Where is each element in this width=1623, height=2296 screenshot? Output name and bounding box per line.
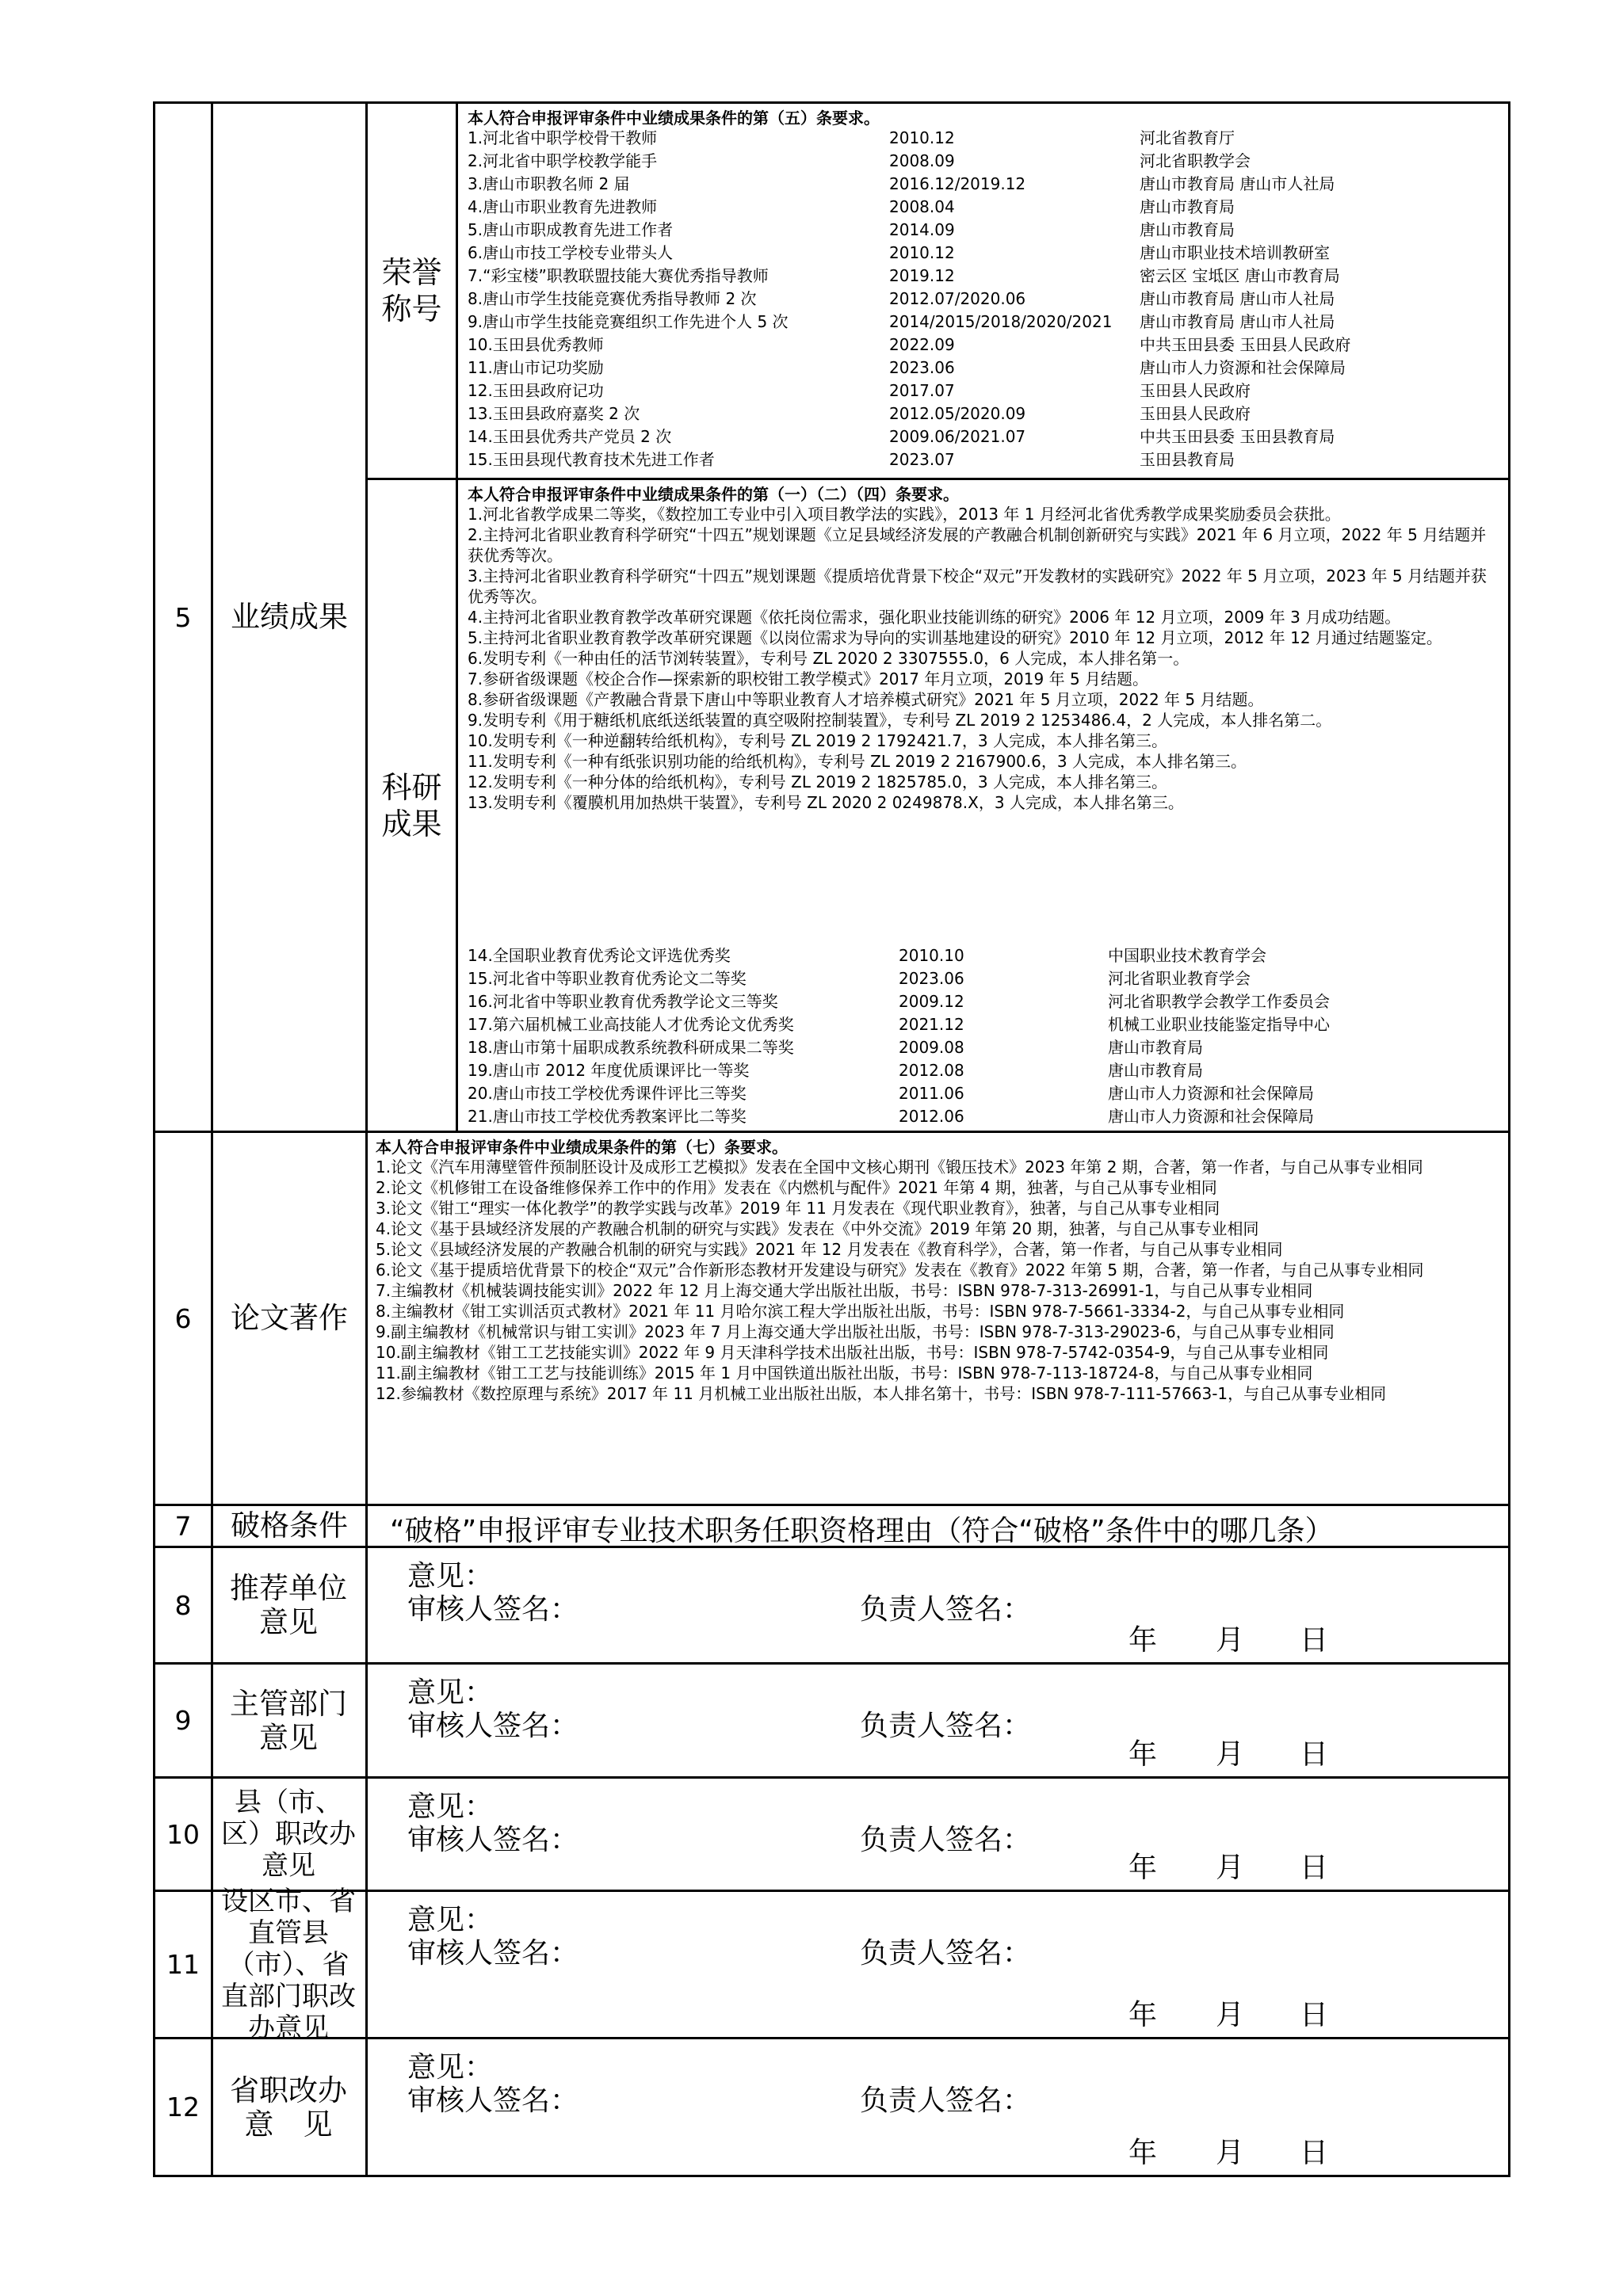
award-org: 中国职业技术教育学会 xyxy=(1108,946,1266,965)
leader-signature-label: 负责人签名： xyxy=(860,2084,1032,2117)
honor-title: 10.玉田县优秀教师 xyxy=(468,335,604,354)
research-item: 13.发明专利《覆膜机用加热烘干装置》，专利号 ZL 2020 2 0249878.X，3 人完成，本人排名第三。 xyxy=(468,793,1184,812)
research-item: 3.主持河北省职业教育科学研究“十四五”规划课题《提质培优背景下校企“双元”开发教材的实践研究》2022 年 5 月立项，2023 年 5 月结题并获优秀等次。 xyxy=(468,566,1487,606)
award-date: 2012.06 xyxy=(899,1107,964,1126)
row-category: 论文著作 xyxy=(231,1301,348,1335)
award-date: 2012.08 xyxy=(899,1061,964,1080)
honor-date: 2012.05/2020.09 xyxy=(889,404,1026,423)
award-org: 唐山市人力资源和社会保障局 xyxy=(1108,1107,1314,1126)
honor-title: 7.“彩宝楼”职教联盟技能大赛优秀指导教师 xyxy=(468,266,769,285)
honor-title: 13.玉田县政府嘉奖 2 次 xyxy=(468,404,640,423)
row-category: 推荐单位意见 xyxy=(230,1571,347,1639)
award-date: 2011.06 xyxy=(899,1084,964,1103)
date-day-label: 日 xyxy=(1300,1738,1329,1771)
award-date: 2023.06 xyxy=(899,969,964,988)
date-month-label: 月 xyxy=(1216,1738,1245,1771)
honor-org: 唐山市教育局 唐山市人社局 xyxy=(1140,289,1335,308)
honor-title: 14.玉田县优秀共产党员 2 次 xyxy=(468,427,672,446)
research-item: 11.发明专利《一种有纸张识别功能的给纸机构》，专利号 ZL 2019 2 2167900.6，3 人完成，本人排名第三。 xyxy=(468,752,1247,771)
reviewer-signature-label: 审核人签名： xyxy=(407,2084,579,2117)
opinion-label: 意见： xyxy=(407,2051,494,2084)
research-paragraphs xyxy=(468,504,1498,813)
award-date: 2010.10 xyxy=(899,946,964,965)
honor-date: 2014/2015/2018/2020/2021 xyxy=(889,312,1113,331)
date-year-label: 年 xyxy=(1128,2137,1158,2169)
leader-signature-label: 负责人签名： xyxy=(860,1593,1032,1626)
paper-item: 9.副主编教材《机械常识与钳工实训》2023 年 7 月上海交通大学出版社出版，书号：ISBN 978-7-313-29023-6，与自己从事专业相同 xyxy=(376,1322,1335,1341)
honor-org: 中共玉田县委 玉田县教育局 xyxy=(1140,427,1335,446)
award-title: 20.唐山市技工学校优秀课件评比三等奖 xyxy=(468,1084,747,1103)
honor-title: 3.唐山市职教名师 2 届 xyxy=(468,174,630,193)
opinion-label: 意见： xyxy=(407,1791,494,1823)
row-category: 设区市、省直管县（市）、省直部门职改办意见 xyxy=(221,1885,356,2044)
date-year-label: 年 xyxy=(1128,1738,1158,1771)
leader-signature-label: 负责人签名： xyxy=(860,1824,1032,1856)
row-number: 6 xyxy=(174,1302,192,1334)
row-number: 9 xyxy=(174,1705,192,1736)
opinion-label: 意见： xyxy=(407,1676,494,1709)
opinion-label: 意见： xyxy=(407,1904,494,1936)
honor-title: 8.唐山市学生技能竞赛优秀指导教师 2 次 xyxy=(468,289,757,308)
date-month-label: 月 xyxy=(1216,2137,1245,2169)
honors-label: 荣誉称号 xyxy=(381,255,442,326)
paper-item: 10.副主编教材《钳工工艺技能实训》2022 年 9 月天津科学技术出版社出版，书号：ISBN 978-7-5742-0354-9，与自己从事专业相同 xyxy=(376,1343,1329,1362)
reviewer-signature-label: 审核人签名： xyxy=(407,1824,579,1856)
honor-org: 玉田县教育局 xyxy=(1140,450,1235,469)
honor-date: 2017.07 xyxy=(889,381,955,400)
date-year-label: 年 xyxy=(1128,1999,1158,2031)
award-org: 唐山市教育局 xyxy=(1108,1061,1203,1080)
row-category: 破格条件 xyxy=(231,1508,348,1543)
award-date: 2021.12 xyxy=(899,1015,964,1034)
honor-date: 2014.09 xyxy=(889,220,955,239)
research-item: 8.参研省级课题《产教融合背景下唐山中等职业教育人才培养模式研究》2021 年 5 月立项，2022 年 5 月结题。 xyxy=(468,690,1264,709)
honor-date: 2016.12/2019.12 xyxy=(889,174,1026,193)
leader-signature-label: 负责人签名： xyxy=(860,1937,1032,1970)
award-org: 河北省职教学会教学工作委员会 xyxy=(1108,992,1330,1011)
date-month-label: 月 xyxy=(1216,1624,1245,1657)
award-org: 唐山市教育局 xyxy=(1108,1038,1203,1057)
research-item: 2.主持河北省职业教育科学研究“十四五”规划课题《立足县域经济发展的产教融合机制创新研究与实践》2021 年 6 月立项，2022 年 5 月结题并获优秀等次。 xyxy=(468,525,1487,565)
honor-date: 2009.06/2021.07 xyxy=(889,427,1026,446)
award-date: 2009.12 xyxy=(899,992,964,1011)
paper-item: 12.参编教材《数控原理与系统》2017 年 11 月机械工业出版社出版，本人排名第十，书号：ISBN 978-7-111-57663-1，与自己从事专业相同 xyxy=(376,1384,1387,1403)
honors-header: 本人符合申报评审条件中业绩成果条件的第（五）条要求。 xyxy=(468,109,880,128)
research-header: 本人符合申报评审条件中业绩成果条件的第（一）（二）（四）条要求。 xyxy=(468,485,959,504)
honor-date: 2019.12 xyxy=(889,266,955,285)
research-label: 科研成果 xyxy=(381,769,442,841)
honor-org: 唐山市教育局 xyxy=(1140,197,1235,216)
row-category: 省职改办意 见 xyxy=(230,2073,347,2142)
honor-title: 2.河北省中职学校教学能手 xyxy=(468,151,658,170)
row-number: 5 xyxy=(174,601,192,633)
honor-title: 11.唐山市记功奖励 xyxy=(468,358,604,377)
honor-org: 唐山市人力资源和社会保障局 xyxy=(1140,358,1346,377)
honor-title: 1.河北省中职学校骨干教师 xyxy=(468,128,658,147)
date-month-label: 月 xyxy=(1216,1999,1245,2031)
honor-org: 唐山市教育局 xyxy=(1140,220,1235,239)
honor-org: 中共玉田县委 玉田县人民政府 xyxy=(1140,335,1351,354)
award-title: 17.第六届机械工业高技能人才优秀论文优秀奖 xyxy=(468,1015,794,1034)
date-month-label: 月 xyxy=(1216,1852,1245,1884)
honor-org: 唐山市教育局 唐山市人社局 xyxy=(1140,312,1335,331)
row-number: 10 xyxy=(166,1818,200,1850)
reviewer-signature-label: 审核人签名： xyxy=(407,1593,579,1626)
honor-date: 2010.12 xyxy=(889,243,955,262)
honor-org: 河北省职教学会 xyxy=(1140,151,1251,170)
honor-title: 9.唐山市学生技能竞赛组织工作先进个人 5 次 xyxy=(468,312,789,331)
award-title: 18.唐山市第十届职成教系统教科研成果二等奖 xyxy=(468,1038,794,1057)
paper-item: 2.论文《机修钳工在设备维修保养工作中的作用》发表在《内燃机与配件》2021 年第 4 期，独著，与自己从事专业相同 xyxy=(376,1178,1217,1197)
row-number: 11 xyxy=(166,1949,200,1980)
leader-signature-label: 负责人签名： xyxy=(860,1710,1032,1742)
research-item: 7.参研省级课题《校企合作—探索新的职校钳工教学模式》2017 年月立项，2019 年 5 月结题。 xyxy=(468,669,1149,688)
honor-title: 5.唐山市职成教育先进工作者 xyxy=(468,220,674,239)
award-title: 16.河北省中等职业教育优秀教学论文三等奖 xyxy=(468,992,778,1011)
paper-item: 5.论文《县域经济发展的产教融合机制的研究与实践》2021 年 12 月发表在《教育科学》，合著，第一作者，与自己从事专业相同 xyxy=(376,1240,1283,1259)
award-title: 15.河北省中等职业教育优秀论文二等奖 xyxy=(468,969,747,988)
reviewer-signature-label: 审核人签名： xyxy=(407,1710,579,1742)
award-title: 21.唐山市技工学校优秀教案评比二等奖 xyxy=(468,1107,747,1126)
award-title: 19.唐山市 2012 年度优质课评比一等奖 xyxy=(468,1061,750,1080)
honor-date: 2008.09 xyxy=(889,151,955,170)
honor-date: 2008.04 xyxy=(889,197,955,216)
award-org: 机械工业职业技能鉴定指导中心 xyxy=(1108,1015,1330,1034)
table-right-border xyxy=(1508,101,1510,2177)
research-item: 1.河北省教学成果二等奖，《数控加工专业中引入项目教学法的实践》，2013 年 1 月经河北省优秀教学成果奖励委员会获批。 xyxy=(468,505,1341,524)
award-org: 河北省职业教育学会 xyxy=(1108,969,1251,988)
reviewer-signature-label: 审核人签名： xyxy=(407,1937,579,1970)
papers-header: 本人符合申报评审条件中业绩成果条件的第（七）条要求。 xyxy=(376,1138,788,1157)
honor-date: 2022.09 xyxy=(889,335,955,354)
row-number: 12 xyxy=(166,2092,200,2122)
honor-date: 2023.07 xyxy=(889,450,955,469)
honor-org: 河北省教育厅 xyxy=(1140,128,1235,147)
research-item: 9.发明专利《用于糖纸机底纸送纸装置的真空吸附控制装置》，专利号 ZL 2019 2 1253486.4，2 人完成，本人排名第二。 xyxy=(468,711,1332,730)
papers-section xyxy=(372,1135,1504,1502)
paper-item: 3.论文《钳工“理实一体化教学”的教学实践与改革》2019 年 11 月发表在《现代职业教育》，独著，与自己从事专业相同 xyxy=(376,1199,1220,1218)
research-item: 4.主持河北省职业教育教学改革研究课题《依托岗位需求，强化职业技能训练的研究》2006 年 12 月立项，2009 年 3 月成功结题。 xyxy=(468,608,1401,627)
date-year-label: 年 xyxy=(1128,1852,1158,1884)
poge-reason-text: “破格”申报评审专业技术职务任职资格理由（符合“破格”条件中的哪几条） xyxy=(390,1515,1334,1547)
row-number: 8 xyxy=(174,1589,192,1621)
paper-item: 7.主编教材《机械装调技能实训》2022 年 12 月上海交通大学出版社出版，书号：ISBN 978-7-313-26991-1，与自己从事专业相同 xyxy=(376,1281,1313,1300)
award-title: 14.全国职业教育优秀论文评选优秀奖 xyxy=(468,946,731,965)
paper-item: 4.论文《基于县域经济发展的产教融合机制的研究与实践》发表在《中外交流》2019 年第 20 期，独著，与自己从事专业相同 xyxy=(376,1219,1259,1238)
paper-item: 11.副主编教材《钳工工艺与技能训练》2015 年 1 月中国铁道出版社出版，书号：ISBN 978-7-113-18724-8，与自己从事专业相同 xyxy=(376,1363,1313,1383)
date-day-label: 日 xyxy=(1300,1999,1329,2031)
row-number: 7 xyxy=(174,1510,192,1542)
honor-title: 4.唐山市职业教育先进教师 xyxy=(468,197,658,216)
row-category: 主管部门意见 xyxy=(230,1686,347,1755)
honor-date: 2012.07/2020.06 xyxy=(889,289,1026,308)
award-date: 2009.08 xyxy=(899,1038,964,1057)
papers-list xyxy=(376,1157,1498,1404)
date-day-label: 日 xyxy=(1300,2137,1329,2169)
honor-title: 6.唐山市技工学校专业带头人 xyxy=(468,243,674,262)
research-item: 12.发明专利《一种分体的给纸机构》，专利号 ZL 2019 2 1825785.0，3 人完成，本人排名第三。 xyxy=(468,772,1167,791)
research-section xyxy=(464,480,1503,1130)
honor-org: 玉田县人民政府 xyxy=(1140,404,1251,423)
honor-org: 密云区 宝坻区 唐山市教育局 xyxy=(1140,266,1340,285)
paper-item: 1.论文《汽车用薄壁管件预制胚设计及成形工艺模拟》发表在全国中文核心期刊《锻压技术》2023 年第 2 期，合著，第一作者，与自己从事专业相同 xyxy=(376,1158,1423,1177)
date-year-label: 年 xyxy=(1128,1624,1158,1657)
table-bottom-border xyxy=(153,2175,1510,2177)
honor-org: 玉田县人民政府 xyxy=(1140,381,1251,400)
research-item: 5.主持河北省职业教育教学改革研究课题《以岗位需求为导向的实训基地建设的研究》2010 年 12 月立项，2012 年 12 月通过结题鉴定。 xyxy=(468,628,1442,647)
paper-item: 8.主编教材《钳工实训活页式教材》2021 年 11 月哈尔滨工程大学出版社出版，书号：ISBN 978-7-5661-3334-2，与自己从事专业相同 xyxy=(376,1302,1345,1321)
honor-org: 唐山市职业技术培训教研室 xyxy=(1140,243,1330,262)
row-category: 县（市、区）职改办意见 xyxy=(221,1787,356,1882)
date-day-label: 日 xyxy=(1300,1852,1329,1884)
research-item: 6.发明专利《一种由任的活节浏转装置》，专利号 ZL 2020 2 3307555.0，6 人完成，本人排名第一。 xyxy=(468,649,1190,668)
honor-title: 15.玉田县现代教育技术先进工作者 xyxy=(468,450,715,469)
honor-date: 2023.06 xyxy=(889,358,955,377)
award-org: 唐山市人力资源和社会保障局 xyxy=(1108,1084,1314,1103)
date-day-label: 日 xyxy=(1300,1624,1329,1657)
honor-org: 唐山市教育局 唐山市人社局 xyxy=(1140,174,1335,193)
opinion-label: 意见： xyxy=(407,1560,494,1592)
honor-title: 12.玉田县政府记功 xyxy=(468,381,604,400)
row-category: 业绩成果 xyxy=(231,600,348,634)
paper-item: 6.论文《基于提质培优背景下的校企“双元”合作新形态教材开发建设与研究》发表在《教育》2022 年第 5 期，合著，第一作者，与自己从事专业相同 xyxy=(376,1261,1424,1280)
research-item: 10.发明专利《一种逆翻转给纸机构》，专利号 ZL 2019 2 1792421.7，3 人完成，本人排名第三。 xyxy=(468,731,1167,750)
honor-date: 2010.12 xyxy=(889,128,955,147)
honors-section xyxy=(464,104,1503,476)
